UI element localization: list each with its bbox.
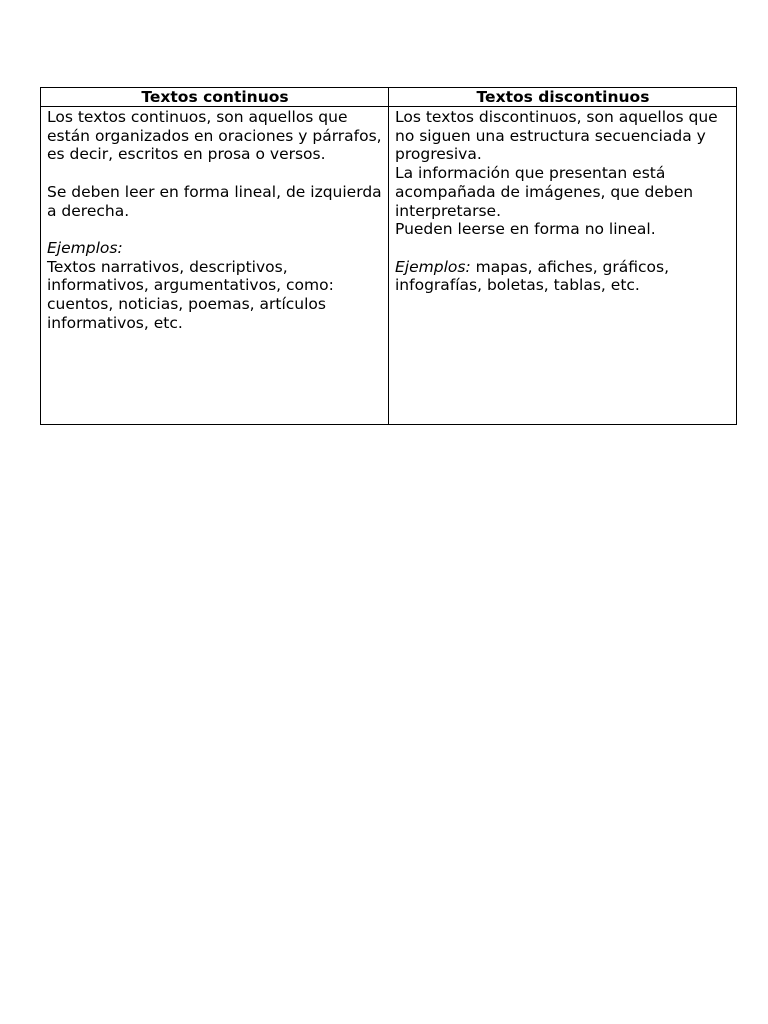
header-textos-discontinuos: Textos discontinuos xyxy=(389,88,737,107)
cell-textos-continuos xyxy=(41,107,389,425)
examples-text: mapas, afiches, gráficos, infografías, boletas, tablas, etc. xyxy=(395,257,670,295)
header-textos-continuos: Textos continuos xyxy=(41,88,389,107)
examples-label: Ejemplos: xyxy=(47,238,123,257)
spacer xyxy=(395,239,731,258)
spacer xyxy=(47,164,383,183)
continuos-examples-label xyxy=(47,239,383,258)
header-row xyxy=(41,88,737,107)
continuos-examples-text: Textos narrativos, descriptivos, informativos, argumentativos, como: cuentos, noticias, poemas, artículos informativos, etc. xyxy=(47,257,334,332)
cell-textos-discontinuos xyxy=(389,107,737,425)
content-row xyxy=(41,107,737,425)
discontinuos-examples xyxy=(395,258,731,295)
comparison-table xyxy=(40,87,737,425)
examples-label: Ejemplos: xyxy=(395,257,471,276)
continuos-definition: Los textos continuos, son aquellos que están organizados en oraciones y párrafos, es decir, escritos en prosa o versos. xyxy=(47,108,382,164)
spacer xyxy=(47,220,383,239)
continuos-reading: Se deben leer en forma lineal, de izquierda a derecha. xyxy=(47,182,382,220)
discontinuos-reading: Pueden leerse en forma no lineal. xyxy=(395,220,656,239)
discontinuos-images: La información que presentan está acompañada de imágenes, que deben interpretarse. xyxy=(395,164,694,220)
discontinuos-definition: Los textos discontinuos, son aquellos que no siguen una estructura secuenciada y progresiva. xyxy=(395,108,718,164)
